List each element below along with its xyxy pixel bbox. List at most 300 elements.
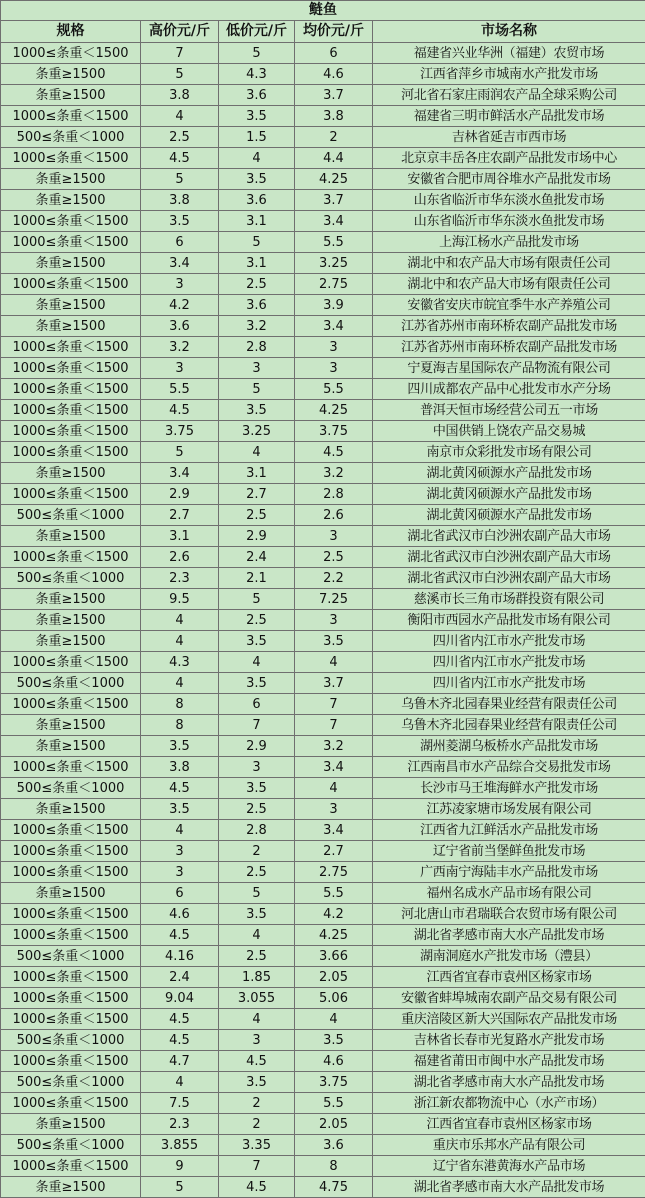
table-row xyxy=(1,547,645,568)
cell-spec: 条重≥1500 xyxy=(1,85,141,106)
cell-avg-price: 7 xyxy=(295,715,373,736)
cell-high-price: 2.4 xyxy=(141,967,219,988)
cell-avg-price: 3.4 xyxy=(295,757,373,778)
cell-market-name: 江西省九江鲜活水产品批发市场 xyxy=(373,820,645,841)
cell-avg-price: 4.2 xyxy=(295,904,373,925)
cell-high-price: 4 xyxy=(141,631,219,652)
cell-avg-price: 2.75 xyxy=(295,274,373,295)
cell-avg-price: 8 xyxy=(295,1156,373,1177)
table-row xyxy=(1,85,645,106)
cell-market-name: 江西省宜春市袁州区杨家市场 xyxy=(373,1114,645,1135)
cell-high-price: 3 xyxy=(141,841,219,862)
cell-spec: 1000≤条重＜1500 xyxy=(1,694,141,715)
table-row xyxy=(1,715,645,736)
cell-market-name: 湖北黄冈硕源水产品批发市场 xyxy=(373,505,645,526)
cell-low-price: 6 xyxy=(219,694,295,715)
cell-high-price: 4 xyxy=(141,673,219,694)
cell-low-price: 3.6 xyxy=(219,295,295,316)
cell-spec: 条重≥1500 xyxy=(1,253,141,274)
cell-market-name: 湖北黄冈硕源水产品批发市场 xyxy=(373,463,645,484)
cell-spec: 1000≤条重＜1500 xyxy=(1,358,141,379)
cell-high-price: 4.2 xyxy=(141,295,219,316)
cell-avg-price: 4 xyxy=(295,1009,373,1030)
cell-market-name: 普洱天恒市场经营公司五一市场 xyxy=(373,400,645,421)
cell-low-price: 2.9 xyxy=(219,526,295,547)
cell-high-price: 2.3 xyxy=(141,568,219,589)
cell-spec: 条重≥1500 xyxy=(1,169,141,190)
cell-spec: 条重≥1500 xyxy=(1,883,141,904)
cell-spec: 500≤条重＜1000 xyxy=(1,946,141,967)
cell-market-name: 安徽省合肥市周谷堆水产品批发市场 xyxy=(373,169,645,190)
cell-high-price: 3.5 xyxy=(141,799,219,820)
table-row xyxy=(1,316,645,337)
cell-market-name: 福建省兴业华洲（福建）农贸市场 xyxy=(373,43,645,64)
table-row xyxy=(1,883,645,904)
cell-low-price: 3.5 xyxy=(219,904,295,925)
table-row xyxy=(1,988,645,1009)
cell-low-price: 2.8 xyxy=(219,337,295,358)
table-row xyxy=(1,421,645,442)
cell-avg-price: 3.75 xyxy=(295,1072,373,1093)
cell-spec: 条重≥1500 xyxy=(1,715,141,736)
cell-market-name: 江苏省苏州市南环桥农副产品批发市场 xyxy=(373,316,645,337)
cell-avg-price: 4.6 xyxy=(295,64,373,85)
table-row xyxy=(1,589,645,610)
cell-avg-price: 4.4 xyxy=(295,148,373,169)
header-avg-price: 均价元/斤 xyxy=(295,21,373,43)
cell-market-name: 南京市众彩批发市场有限公司 xyxy=(373,442,645,463)
cell-spec: 500≤条重＜1000 xyxy=(1,673,141,694)
cell-low-price: 2.5 xyxy=(219,274,295,295)
cell-market-name: 湖南洞庭水产批发市场（澧县） xyxy=(373,946,645,967)
cell-market-name: 慈溪市长三角市场群投资有限公司 xyxy=(373,589,645,610)
cell-avg-price: 3.5 xyxy=(295,631,373,652)
cell-low-price: 4 xyxy=(219,925,295,946)
cell-high-price: 8 xyxy=(141,694,219,715)
cell-low-price: 4 xyxy=(219,148,295,169)
cell-low-price: 4.5 xyxy=(219,1177,295,1198)
table-title: 鲢鱼 xyxy=(1,1,645,21)
cell-low-price: 3.5 xyxy=(219,106,295,127)
table-row xyxy=(1,736,645,757)
cell-spec: 条重≥1500 xyxy=(1,589,141,610)
table-row xyxy=(1,106,645,127)
cell-low-price: 2.5 xyxy=(219,610,295,631)
cell-market-name: 河北唐山市君瑞联合农贸市场有限公司 xyxy=(373,904,645,925)
cell-high-price: 3.8 xyxy=(141,757,219,778)
cell-spec: 1000≤条重＜1500 xyxy=(1,232,141,253)
cell-high-price: 5 xyxy=(141,442,219,463)
cell-market-name: 长沙市马王堆海鲜水产批发市场 xyxy=(373,778,645,799)
cell-avg-price: 3.4 xyxy=(295,211,373,232)
cell-low-price: 3.5 xyxy=(219,778,295,799)
cell-spec: 1000≤条重＜1500 xyxy=(1,841,141,862)
cell-avg-price: 3 xyxy=(295,799,373,820)
cell-low-price: 3.1 xyxy=(219,253,295,274)
cell-low-price: 7 xyxy=(219,1156,295,1177)
table-row xyxy=(1,295,645,316)
cell-market-name: 宁夏海吉星国际农产品物流有限公司 xyxy=(373,358,645,379)
cell-high-price: 4.7 xyxy=(141,1051,219,1072)
table-row xyxy=(1,379,645,400)
cell-low-price: 2 xyxy=(219,841,295,862)
cell-low-price: 3 xyxy=(219,1030,295,1051)
title-row xyxy=(1,1,645,21)
cell-market-name: 上海江杨水产品批发市场 xyxy=(373,232,645,253)
header-spec: 规格 xyxy=(1,21,141,43)
cell-high-price: 3.75 xyxy=(141,421,219,442)
cell-market-name: 湖州菱湖乌板桥水产品批发市场 xyxy=(373,736,645,757)
cell-market-name: 湖北中和农产品大市场有限责任公司 xyxy=(373,274,645,295)
table-row xyxy=(1,1114,645,1135)
cell-market-name: 吉林省长春市光复路水产批发市场 xyxy=(373,1030,645,1051)
table-row xyxy=(1,43,645,64)
cell-avg-price: 2.7 xyxy=(295,841,373,862)
cell-spec: 条重≥1500 xyxy=(1,1177,141,1198)
cell-low-price: 5 xyxy=(219,379,295,400)
cell-low-price: 3.1 xyxy=(219,211,295,232)
cell-market-name: 湖北省武汉市白沙洲农副产品大市场 xyxy=(373,547,645,568)
table-row xyxy=(1,1030,645,1051)
cell-market-name: 湖北中和农产品大市场有限责任公司 xyxy=(373,253,645,274)
cell-high-price: 3.855 xyxy=(141,1135,219,1156)
cell-spec: 条重≥1500 xyxy=(1,610,141,631)
cell-avg-price: 3.4 xyxy=(295,316,373,337)
cell-high-price: 3 xyxy=(141,274,219,295)
cell-spec: 1000≤条重＜1500 xyxy=(1,967,141,988)
table-row xyxy=(1,337,645,358)
cell-market-name: 四川成都农产品中心批发市水产分场 xyxy=(373,379,645,400)
table-row xyxy=(1,673,645,694)
cell-high-price: 3 xyxy=(141,358,219,379)
cell-high-price: 3 xyxy=(141,862,219,883)
table-row xyxy=(1,631,645,652)
cell-market-name: 湖北省武汉市白沙洲农副产品大市场 xyxy=(373,526,645,547)
cell-high-price: 3.8 xyxy=(141,85,219,106)
table-row xyxy=(1,505,645,526)
cell-high-price: 3.5 xyxy=(141,211,219,232)
cell-avg-price: 3 xyxy=(295,358,373,379)
cell-spec: 1000≤条重＜1500 xyxy=(1,862,141,883)
cell-high-price: 3.5 xyxy=(141,736,219,757)
cell-spec: 500≤条重＜1000 xyxy=(1,505,141,526)
cell-high-price: 4 xyxy=(141,106,219,127)
cell-low-price: 5 xyxy=(219,589,295,610)
table-row xyxy=(1,211,645,232)
cell-low-price: 2.4 xyxy=(219,547,295,568)
cell-avg-price: 3.25 xyxy=(295,253,373,274)
cell-market-name: 乌鲁木齐北园春果业经营有限责任公司 xyxy=(373,715,645,736)
cell-avg-price: 4 xyxy=(295,652,373,673)
cell-avg-price: 4.75 xyxy=(295,1177,373,1198)
cell-avg-price: 4.5 xyxy=(295,442,373,463)
cell-high-price: 2.5 xyxy=(141,127,219,148)
cell-high-price: 3.4 xyxy=(141,253,219,274)
cell-high-price: 4.5 xyxy=(141,925,219,946)
table-row xyxy=(1,1135,645,1156)
header-low-price: 低价元/斤 xyxy=(219,21,295,43)
cell-low-price: 3.055 xyxy=(219,988,295,1009)
cell-avg-price: 3.7 xyxy=(295,85,373,106)
table-row xyxy=(1,442,645,463)
cell-avg-price: 3.2 xyxy=(295,463,373,484)
cell-low-price: 3.6 xyxy=(219,190,295,211)
cell-high-price: 4.6 xyxy=(141,904,219,925)
cell-market-name: 四川省内江市水产批发市场 xyxy=(373,673,645,694)
table-row xyxy=(1,253,645,274)
cell-low-price: 2 xyxy=(219,1114,295,1135)
cell-avg-price: 2.75 xyxy=(295,862,373,883)
table-row xyxy=(1,778,645,799)
table-row xyxy=(1,1009,645,1030)
cell-low-price: 4.5 xyxy=(219,1051,295,1072)
cell-low-price: 4 xyxy=(219,1009,295,1030)
cell-low-price: 2.5 xyxy=(219,946,295,967)
cell-market-name: 河北省石家庄雨润农产品全球采购公司 xyxy=(373,85,645,106)
cell-market-name: 乌鲁木齐北园春果业经营有限责任公司 xyxy=(373,694,645,715)
cell-low-price: 3.5 xyxy=(219,673,295,694)
cell-low-price: 5 xyxy=(219,232,295,253)
cell-high-price: 9 xyxy=(141,1156,219,1177)
cell-spec: 1000≤条重＜1500 xyxy=(1,148,141,169)
cell-spec: 1000≤条重＜1500 xyxy=(1,484,141,505)
cell-high-price: 2.9 xyxy=(141,484,219,505)
cell-spec: 500≤条重＜1000 xyxy=(1,1072,141,1093)
table-row xyxy=(1,946,645,967)
table-row xyxy=(1,148,645,169)
cell-market-name: 江西省宜春市袁州区杨家市场 xyxy=(373,967,645,988)
cell-high-price: 4 xyxy=(141,820,219,841)
table-row xyxy=(1,400,645,421)
cell-spec: 条重≥1500 xyxy=(1,736,141,757)
table-row xyxy=(1,694,645,715)
cell-avg-price: 3.5 xyxy=(295,1030,373,1051)
cell-spec: 1000≤条重＜1500 xyxy=(1,442,141,463)
cell-spec: 1000≤条重＜1500 xyxy=(1,757,141,778)
table-row xyxy=(1,358,645,379)
cell-spec: 条重≥1500 xyxy=(1,316,141,337)
cell-market-name: 山东省临沂市华东淡水鱼批发市场 xyxy=(373,211,645,232)
cell-avg-price: 3.8 xyxy=(295,106,373,127)
cell-avg-price: 2.5 xyxy=(295,547,373,568)
table-row xyxy=(1,274,645,295)
cell-market-name: 福建省莆田市闽中水产品批发市场 xyxy=(373,1051,645,1072)
cell-high-price: 4 xyxy=(141,1072,219,1093)
cell-low-price: 3 xyxy=(219,358,295,379)
cell-avg-price: 5.06 xyxy=(295,988,373,1009)
cell-high-price: 2.3 xyxy=(141,1114,219,1135)
table-row xyxy=(1,1177,645,1198)
cell-spec: 条重≥1500 xyxy=(1,1114,141,1135)
cell-market-name: 辽宁省前当堡鲜鱼批发市场 xyxy=(373,841,645,862)
cell-low-price: 5 xyxy=(219,43,295,64)
cell-high-price: 4.5 xyxy=(141,400,219,421)
cell-low-price: 7 xyxy=(219,715,295,736)
cell-spec: 1000≤条重＜1500 xyxy=(1,421,141,442)
cell-low-price: 4 xyxy=(219,652,295,673)
cell-spec: 1000≤条重＜1500 xyxy=(1,400,141,421)
cell-spec: 1000≤条重＜1500 xyxy=(1,1051,141,1072)
table-row xyxy=(1,1093,645,1114)
header-market-name: 市场名称 xyxy=(373,21,645,43)
cell-high-price: 4.5 xyxy=(141,148,219,169)
cell-market-name: 湖北省孝感市南大水产品批发市场 xyxy=(373,1177,645,1198)
table-row xyxy=(1,232,645,253)
cell-market-name: 四川省内江市水产批发市场 xyxy=(373,631,645,652)
cell-avg-price: 3 xyxy=(295,526,373,547)
cell-avg-price: 2.05 xyxy=(295,967,373,988)
cell-spec: 1000≤条重＜1500 xyxy=(1,1093,141,1114)
cell-spec: 1000≤条重＜1500 xyxy=(1,904,141,925)
table-row xyxy=(1,862,645,883)
cell-spec: 条重≥1500 xyxy=(1,799,141,820)
cell-high-price: 5.5 xyxy=(141,379,219,400)
table-row xyxy=(1,1156,645,1177)
table-row xyxy=(1,484,645,505)
cell-high-price: 5 xyxy=(141,1177,219,1198)
cell-avg-price: 4.25 xyxy=(295,169,373,190)
cell-avg-price: 5.5 xyxy=(295,232,373,253)
table-row xyxy=(1,64,645,85)
cell-low-price: 4 xyxy=(219,442,295,463)
cell-avg-price: 3.9 xyxy=(295,295,373,316)
table-row xyxy=(1,610,645,631)
cell-high-price: 9.04 xyxy=(141,988,219,1009)
cell-high-price: 7.5 xyxy=(141,1093,219,1114)
table-row xyxy=(1,127,645,148)
cell-avg-price: 7.25 xyxy=(295,589,373,610)
cell-market-name: 四川省内江市水产批发市场 xyxy=(373,652,645,673)
cell-market-name: 湖北省孝感市南大水产品批发市场 xyxy=(373,925,645,946)
cell-market-name: 北京京丰岳各庄农副产品批发市场中心 xyxy=(373,148,645,169)
table-row xyxy=(1,757,645,778)
table-row xyxy=(1,652,645,673)
cell-market-name: 江西南昌市水产品综合交易批发市场 xyxy=(373,757,645,778)
table-row xyxy=(1,568,645,589)
cell-avg-price: 3 xyxy=(295,337,373,358)
cell-high-price: 3.6 xyxy=(141,316,219,337)
cell-avg-price: 2 xyxy=(295,127,373,148)
table-row xyxy=(1,820,645,841)
cell-high-price: 4 xyxy=(141,610,219,631)
cell-low-price: 2.1 xyxy=(219,568,295,589)
cell-spec: 1000≤条重＜1500 xyxy=(1,820,141,841)
cell-market-name: 重庆市乐邦水产品有限公司 xyxy=(373,1135,645,1156)
cell-high-price: 3.4 xyxy=(141,463,219,484)
cell-high-price: 9.5 xyxy=(141,589,219,610)
cell-avg-price: 4.25 xyxy=(295,400,373,421)
cell-avg-price: 3.4 xyxy=(295,820,373,841)
table-row xyxy=(1,799,645,820)
table-row xyxy=(1,169,645,190)
cell-high-price: 8 xyxy=(141,715,219,736)
cell-high-price: 6 xyxy=(141,883,219,904)
cell-avg-price: 3.75 xyxy=(295,421,373,442)
cell-low-price: 3.6 xyxy=(219,85,295,106)
cell-spec: 1000≤条重＜1500 xyxy=(1,337,141,358)
cell-low-price: 1.5 xyxy=(219,127,295,148)
cell-high-price: 6 xyxy=(141,232,219,253)
cell-high-price: 3.2 xyxy=(141,337,219,358)
cell-avg-price: 5.5 xyxy=(295,1093,373,1114)
cell-high-price: 7 xyxy=(141,43,219,64)
cell-market-name: 吉林省延吉市西市场 xyxy=(373,127,645,148)
cell-avg-price: 4.6 xyxy=(295,1051,373,1072)
cell-high-price: 3.1 xyxy=(141,526,219,547)
cell-low-price: 3.5 xyxy=(219,631,295,652)
cell-market-name: 湖北省孝感市南大水产品批发市场 xyxy=(373,1072,645,1093)
cell-high-price: 2.7 xyxy=(141,505,219,526)
table-row xyxy=(1,904,645,925)
cell-avg-price: 2.6 xyxy=(295,505,373,526)
cell-low-price: 2.5 xyxy=(219,799,295,820)
cell-avg-price: 5.5 xyxy=(295,883,373,904)
cell-market-name: 重庆涪陵区新大兴国际农产品批发市场 xyxy=(373,1009,645,1030)
cell-market-name: 湖北黄冈硕源水产品批发市场 xyxy=(373,484,645,505)
cell-low-price: 3.5 xyxy=(219,1072,295,1093)
cell-spec: 1000≤条重＜1500 xyxy=(1,106,141,127)
cell-avg-price: 4 xyxy=(295,778,373,799)
cell-spec: 1000≤条重＜1500 xyxy=(1,1156,141,1177)
cell-spec: 条重≥1500 xyxy=(1,631,141,652)
cell-spec: 500≤条重＜1000 xyxy=(1,568,141,589)
cell-spec: 1000≤条重＜1500 xyxy=(1,274,141,295)
cell-spec: 条重≥1500 xyxy=(1,190,141,211)
table-row xyxy=(1,463,645,484)
cell-high-price: 5 xyxy=(141,169,219,190)
cell-spec: 1000≤条重＜1500 xyxy=(1,547,141,568)
cell-high-price: 4.16 xyxy=(141,946,219,967)
cell-low-price: 3.5 xyxy=(219,169,295,190)
cell-market-name: 安徽省蚌埠城南农副产品交易有限公司 xyxy=(373,988,645,1009)
cell-low-price: 3.35 xyxy=(219,1135,295,1156)
table-body xyxy=(1,43,645,1198)
cell-market-name: 衡阳市西园水产品批发市场有限公司 xyxy=(373,610,645,631)
cell-high-price: 4.5 xyxy=(141,1009,219,1030)
cell-market-name: 山东省临沂市华东淡水鱼批发市场 xyxy=(373,190,645,211)
header-high-price: 高价元/斤 xyxy=(141,21,219,43)
table-row xyxy=(1,925,645,946)
table-row xyxy=(1,841,645,862)
cell-high-price: 3.8 xyxy=(141,190,219,211)
cell-market-name: 辽宁省东港黄海水产品市场 xyxy=(373,1156,645,1177)
cell-spec: 1000≤条重＜1500 xyxy=(1,925,141,946)
cell-low-price: 3.5 xyxy=(219,400,295,421)
cell-low-price: 2.5 xyxy=(219,505,295,526)
cell-spec: 1000≤条重＜1500 xyxy=(1,1009,141,1030)
cell-avg-price: 2.05 xyxy=(295,1114,373,1135)
cell-low-price: 3.2 xyxy=(219,316,295,337)
cell-spec: 1000≤条重＜1500 xyxy=(1,211,141,232)
cell-low-price: 3.25 xyxy=(219,421,295,442)
cell-low-price: 3.1 xyxy=(219,463,295,484)
cell-avg-price: 2.2 xyxy=(295,568,373,589)
cell-spec: 1000≤条重＜1500 xyxy=(1,43,141,64)
cell-avg-price: 3.7 xyxy=(295,190,373,211)
cell-market-name: 江西省萍乡市城南水产批发市场 xyxy=(373,64,645,85)
cell-spec: 条重≥1500 xyxy=(1,295,141,316)
table-row xyxy=(1,967,645,988)
cell-market-name: 广西南宁海陆丰水产品批发市场 xyxy=(373,862,645,883)
cell-avg-price: 7 xyxy=(295,694,373,715)
cell-spec: 条重≥1500 xyxy=(1,526,141,547)
cell-spec: 1000≤条重＜1500 xyxy=(1,379,141,400)
cell-low-price: 1.85 xyxy=(219,967,295,988)
cell-low-price: 2.7 xyxy=(219,484,295,505)
cell-spec: 条重≥1500 xyxy=(1,64,141,85)
cell-market-name: 江苏凌家塘市场发展有限公司 xyxy=(373,799,645,820)
cell-market-name: 安徽省安庆市皖宜季牛水产养殖公司 xyxy=(373,295,645,316)
